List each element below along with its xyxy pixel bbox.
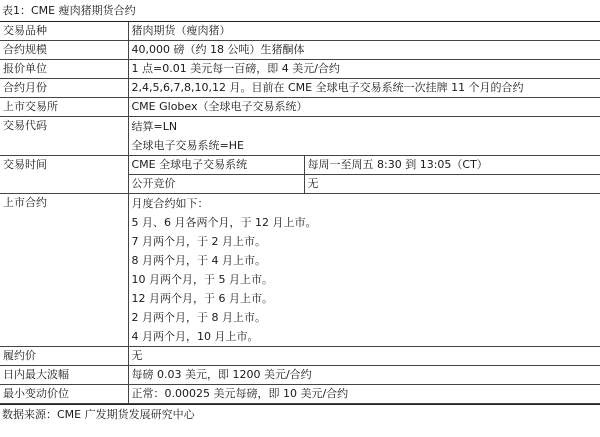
listing-line: 4 月两个月，10 月上市。	[131, 330, 259, 343]
table-row	[0, 366, 600, 385]
row-value-quote: 1 点=0.01 美元每一百磅，即 4 美元/合约	[128, 60, 600, 79]
hours-sub-name: CME 全球电子交易系统	[128, 156, 304, 175]
row-label-listing: 上市合约	[0, 194, 128, 347]
table-row	[0, 60, 600, 79]
row-label-strike: 履约价	[0, 347, 128, 366]
row-value-venue: CME Globex（全球电子交易系统）	[128, 98, 600, 117]
row-label-limit: 日内最大波幅	[0, 366, 128, 385]
contract-spec-table	[0, 22, 600, 404]
table-row	[0, 347, 600, 366]
row-value-size: 40,000 磅（约 18 公吨）生猪酮体	[128, 41, 600, 60]
listing-line: 12 月两个月，于 6 月上市。	[131, 292, 273, 305]
row-label-tick: 最小变动价位	[0, 385, 128, 404]
hours-sub-value: 无	[304, 175, 600, 194]
listing-line: 7 月两个月，于 2 月上市。	[131, 235, 266, 248]
row-value-tick: 正常：0.00025 美元每磅，即 10 美元/合约	[128, 385, 600, 404]
table-row	[0, 156, 600, 175]
row-label-code: 交易代码	[0, 117, 128, 156]
code-line: 结算=LN	[131, 120, 178, 133]
table-caption: 表1：CME 瘦肉猪期货合约	[2, 4, 136, 17]
table-row	[0, 22, 600, 41]
listing-line: 8 月两个月，于 4 月上市。	[131, 254, 266, 267]
code-line: 全球电子交易系统=HE	[131, 139, 244, 152]
hours-sub-value: 每周一至周五 8:30 到 13:05（CT）	[304, 156, 600, 175]
row-label-product: 交易品种	[0, 22, 128, 41]
row-value-listing	[128, 194, 600, 347]
row-label-months: 合约月份	[0, 79, 128, 98]
listing-line: 10 月两个月，于 5 月上市。	[131, 273, 273, 286]
data-source-note: 数据来源：CME 广发期货发展研究中心	[2, 408, 195, 421]
row-label-hours: 交易时间	[0, 156, 128, 194]
row-value-strike: 无	[128, 347, 600, 366]
table-row	[0, 385, 600, 404]
table-row	[0, 194, 600, 347]
row-value-product: 猪肉期货（瘦肉猪）	[128, 22, 600, 41]
table-row	[0, 79, 600, 98]
row-label-venue: 上市交易所	[0, 98, 128, 117]
listing-line: 月度合约如下：	[131, 197, 209, 210]
table-row	[0, 117, 600, 156]
listing-line: 2 月两个月，于 8 月上市。	[131, 311, 266, 324]
bottom-rule	[0, 404, 600, 405]
row-label-quote: 报价单位	[0, 60, 128, 79]
row-value-code	[128, 117, 600, 156]
row-value-limit: 每磅 0.03 美元，即 1200 美元/合约	[128, 366, 600, 385]
table-row	[0, 41, 600, 60]
table-row	[0, 98, 600, 117]
row-label-size: 合约规模	[0, 41, 128, 60]
row-value-months: 2,4,5,6,7,8,10,12 月。目前在 CME 全球电子交易系统一次挂牌 11 个月的合约	[128, 79, 600, 98]
listing-line: 5 月、6 月各两个月，于 12 月上市。	[131, 216, 317, 229]
hours-sub-name: 公开竞价	[128, 175, 304, 194]
